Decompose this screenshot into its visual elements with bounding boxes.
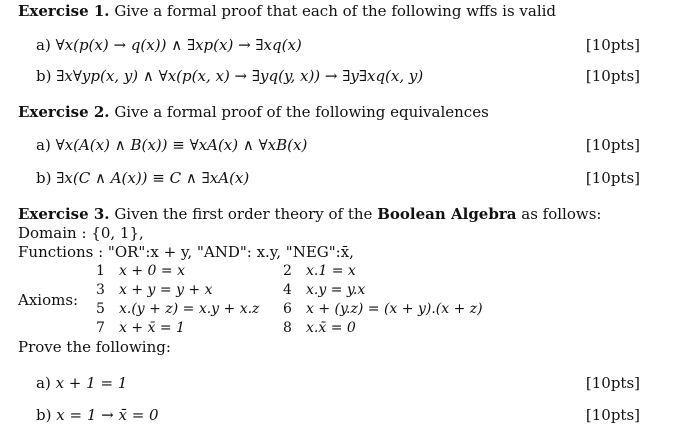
- axiom-expression: x + (y.z) = (x + y).(x + z): [306, 301, 483, 317]
- axiom-expression: x + y = y + x: [119, 282, 213, 298]
- axiom-number: 5: [96, 301, 105, 317]
- axiom-number: 7: [96, 320, 105, 336]
- axiom-expression: x.x̄ = 0: [306, 320, 356, 336]
- formula: x = 1 → x̄ = 0: [56, 406, 159, 424]
- axiom-expression: x + 0 = x: [119, 263, 185, 279]
- exercise-3-title: Exercise 3.: [18, 205, 110, 223]
- functions-line: Functions : "OR":x + y, "AND": x.y, "NEG":x̄,: [18, 243, 354, 261]
- axiom-number: 2: [283, 263, 292, 279]
- item-label: b): [36, 169, 52, 187]
- axiom-expression: x.y = y.x: [306, 282, 366, 298]
- points-label: [10pts]: [585, 136, 640, 154]
- axiom-expression: x + x̄ = 1: [119, 320, 185, 336]
- formula: x + 1 = 1: [55, 374, 128, 392]
- exercise-2-heading: [18, 103, 489, 121]
- axiom-expression: x.(y + z) = x.y + x.z: [119, 301, 260, 317]
- exercise-3-text-end: as follows:: [521, 205, 602, 223]
- exercise-2-text: Give a formal proof of the following equivalences: [114, 103, 489, 121]
- formula: ∃x∀yp(x, y) ∧ ∀x(p(x, x) → ∃yq(y, x)) → ∃y∃xq(x, y): [56, 67, 424, 85]
- formula: ∀x(p(x) → q(x)) ∧ ∃xp(x) → ∃xq(x): [55, 36, 302, 54]
- exercise-2a: [36, 136, 307, 154]
- exercise-3b: [36, 406, 159, 424]
- exercise-3-heading: [18, 205, 601, 223]
- item-label: b): [36, 406, 52, 424]
- exercise-3-text: Given the first order theory of the: [114, 205, 373, 223]
- exercise-1b: [36, 67, 423, 85]
- exercise-2b: [36, 169, 249, 187]
- axiom-number: 8: [283, 320, 292, 336]
- axiom-number: 4: [283, 282, 292, 298]
- item-label: b): [36, 67, 52, 85]
- axiom-expression: x.1 = x: [306, 263, 356, 279]
- exercise-1-text: Give a formal proof that each of the following wffs is valid: [114, 2, 557, 20]
- exercise-1a: [36, 36, 302, 54]
- formula: ∀x(A(x) ∧ B(x)) ≡ ∀xA(x) ∧ ∀xB(x): [55, 136, 308, 154]
- domain-line: Domain : {0, 1},: [18, 224, 144, 242]
- axiom-number: 3: [96, 282, 105, 298]
- axiom-number: 1: [96, 263, 105, 279]
- points-label: [10pts]: [585, 374, 640, 392]
- exercise-3-emphasis: Boolean Algebra: [377, 205, 517, 223]
- axiom-number: 6: [283, 301, 292, 317]
- item-label: a): [36, 136, 51, 154]
- points-label: [10pts]: [585, 67, 640, 85]
- points-label: [10pts]: [585, 36, 640, 54]
- formula: ∃x(C ∧ A(x)) ≡ C ∧ ∃xA(x): [56, 169, 250, 187]
- exercise-2-title: Exercise 2.: [18, 103, 110, 121]
- exercise-1-heading: [18, 2, 556, 20]
- points-label: [10pts]: [585, 406, 640, 424]
- item-label: a): [36, 374, 51, 392]
- exercise-1-title: Exercise 1.: [18, 2, 110, 20]
- exercise-3a: [36, 374, 127, 392]
- points-label: [10pts]: [585, 169, 640, 187]
- axioms-label: Axioms:: [18, 291, 79, 309]
- item-label: a): [36, 36, 51, 54]
- prove-following-line: Prove the following:: [18, 338, 171, 356]
